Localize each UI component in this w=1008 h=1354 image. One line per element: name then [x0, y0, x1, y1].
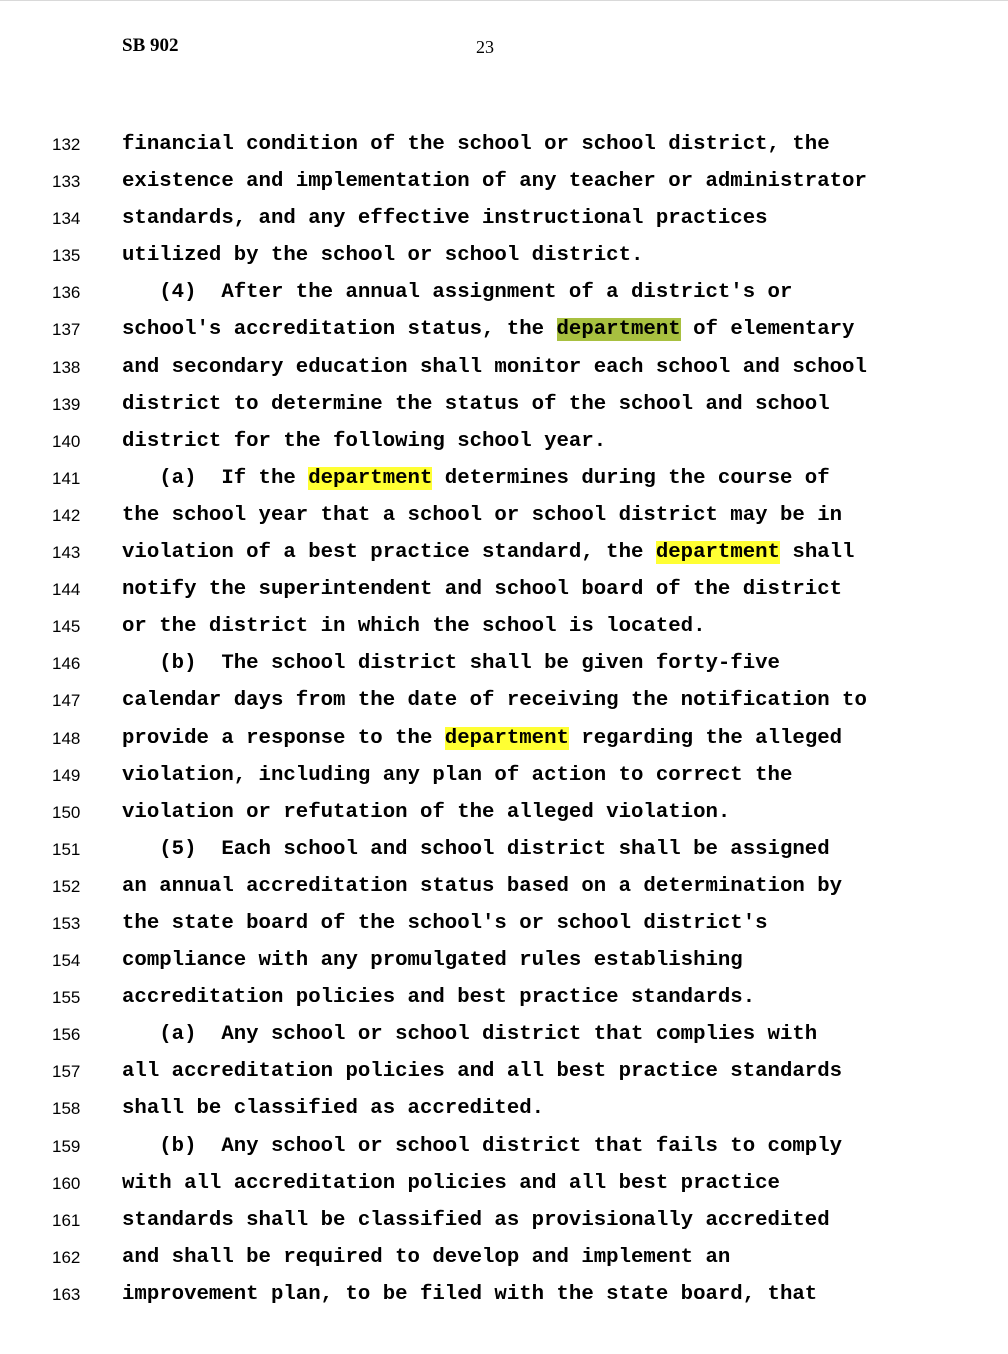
line-number: 153	[52, 913, 81, 933]
text-line	[0, 1239, 1008, 1276]
text-segment: and secondary education shall monitor each school and school	[122, 355, 867, 379]
line-number: 159	[52, 1136, 81, 1156]
line-number: 143	[52, 543, 81, 563]
line-text	[122, 237, 643, 274]
text-line	[0, 274, 1008, 311]
line-text	[122, 274, 792, 311]
text-line	[0, 423, 1008, 460]
text-segment: utilized by the school or school district.	[122, 244, 644, 268]
text-segment: district for the following school year.	[122, 429, 607, 453]
line-number: 155	[52, 988, 81, 1008]
text-segment: violation or refutation of the alleged violation.	[122, 800, 731, 824]
text-line	[0, 720, 1008, 757]
text-segment: (4) After the annual assignment of a district's or	[122, 281, 793, 305]
text-segment: compliance with any promulgated rules establishing	[122, 949, 743, 973]
text-segment: (a) Any school or school district that complies with	[122, 1023, 818, 1047]
text-segment: and shall be required to develop and implement an	[122, 1245, 731, 1269]
line-text	[122, 386, 830, 423]
line-number: 135	[52, 246, 81, 266]
text-line	[0, 349, 1008, 386]
text-segment: (b) Any school or school district that fails to comply	[122, 1134, 843, 1158]
text-line	[0, 942, 1008, 979]
line-text	[122, 1053, 842, 1090]
search-highlight: department	[556, 318, 681, 342]
text-line	[0, 311, 1008, 348]
text-line	[0, 460, 1008, 497]
line-text	[122, 1090, 544, 1127]
line-number: 158	[52, 1099, 81, 1119]
line-number: 146	[52, 654, 81, 674]
line-text	[122, 1276, 817, 1313]
line-number: 151	[52, 839, 81, 859]
line-text	[122, 720, 842, 757]
line-number: 145	[52, 617, 81, 637]
line-number: 150	[52, 802, 81, 822]
text-line	[0, 200, 1008, 237]
text-line	[0, 905, 1008, 942]
line-text	[122, 311, 854, 348]
line-text	[122, 1202, 830, 1239]
text-segment: financial condition of the school or school district, the	[122, 133, 830, 156]
text-segment: an annual accreditation status based on a determination by	[122, 874, 843, 898]
text-segment: notify the superintendent and school board of the district	[122, 578, 843, 602]
search-highlight: department	[655, 541, 780, 565]
text-line	[0, 497, 1008, 534]
text-line	[0, 1090, 1008, 1127]
line-text	[122, 979, 755, 1016]
text-line	[0, 979, 1008, 1016]
line-number: 154	[52, 951, 81, 971]
text-line	[0, 608, 1008, 645]
text-segment: (5) Each school and school district shall be assigned	[122, 837, 830, 861]
text-segment: the school year that a school or school district may be in	[122, 503, 843, 527]
line-text	[122, 423, 606, 460]
line-number: 156	[52, 1025, 81, 1045]
line-text	[122, 349, 867, 386]
line-text	[122, 608, 705, 645]
line-number: 157	[52, 1062, 81, 1082]
line-number: 144	[52, 580, 81, 600]
text-segment: all accreditation policies and all best practice standards	[122, 1060, 843, 1084]
line-number: 138	[52, 357, 81, 377]
line-text	[122, 200, 768, 237]
line-text	[122, 571, 842, 608]
line-number: 141	[52, 468, 81, 488]
text-segment: standards shall be classified as provisionally accredited	[122, 1208, 830, 1232]
line-number: 134	[52, 209, 81, 229]
line-number: 152	[52, 876, 81, 896]
line-number: 162	[52, 1247, 81, 1267]
line-number: 147	[52, 691, 81, 711]
text-segment: with all accreditation policies and all best practice	[122, 1171, 780, 1195]
text-segment: improvement plan, to be filed with the state board, that	[122, 1282, 818, 1306]
text-line	[0, 1128, 1008, 1165]
line-number: 132	[52, 135, 81, 154]
line-number: 140	[52, 431, 81, 451]
line-text	[122, 1165, 780, 1202]
line-text	[122, 126, 830, 163]
text-segment: (b) The school district shall be given forty-five	[122, 652, 780, 676]
line-number: 142	[52, 505, 81, 525]
text-segment: determines during the course of	[432, 466, 830, 490]
line-text	[122, 682, 867, 719]
text-line	[0, 794, 1008, 831]
line-text	[122, 1128, 842, 1165]
text-segment: regarding the alleged	[568, 726, 843, 750]
text-line	[0, 534, 1008, 571]
text-segment: provide a response to the	[122, 726, 445, 750]
line-text	[122, 868, 842, 905]
line-number: 160	[52, 1173, 81, 1193]
text-segment: or the district in which the school is located.	[122, 615, 706, 639]
text-segment: violation of a best practice standard, the	[122, 541, 656, 565]
line-number: 136	[52, 283, 81, 303]
text-line	[0, 757, 1008, 794]
line-text	[122, 794, 730, 831]
line-text	[122, 534, 854, 571]
text-segment: calendar days from the date of receiving the notification to	[122, 689, 867, 713]
line-text	[122, 905, 768, 942]
text-line	[0, 1053, 1008, 1090]
text-segment: standards, and any effective instructional practices	[122, 207, 768, 231]
text-segment: the state board of the school's or school district's	[122, 911, 768, 935]
search-highlight: department	[308, 466, 433, 490]
text-line	[0, 386, 1008, 423]
text-line	[0, 1276, 1008, 1313]
text-line	[0, 645, 1008, 682]
line-text	[122, 1016, 817, 1053]
text-line	[0, 1016, 1008, 1053]
line-number: 149	[52, 765, 81, 785]
line-text	[122, 460, 830, 497]
line-text	[122, 757, 792, 794]
text-segment: district to determine the status of the school and school	[122, 392, 830, 416]
line-text	[122, 1239, 730, 1276]
text-segment: (a) If the	[122, 466, 309, 490]
text-segment: of elementary	[680, 318, 855, 342]
text-line	[0, 571, 1008, 608]
line-number: 137	[52, 320, 81, 340]
text-line	[0, 682, 1008, 719]
bill-id: SB 902	[122, 35, 179, 56]
line-number: 133	[52, 172, 81, 192]
text-segment: shall	[779, 541, 855, 565]
line-number: 161	[52, 1210, 81, 1230]
text-line	[0, 831, 1008, 868]
line-text	[122, 942, 743, 979]
text-line	[0, 126, 1008, 163]
text-segment: shall be classified as accredited.	[122, 1097, 545, 1121]
text-line	[0, 1202, 1008, 1239]
text-segment: school's accreditation status, the	[122, 318, 557, 342]
text-line	[0, 237, 1008, 274]
text-line	[0, 868, 1008, 905]
text-line	[0, 163, 1008, 200]
line-text	[122, 645, 780, 682]
bill-text-body	[0, 126, 1008, 1313]
line-text	[122, 831, 830, 868]
line-number: 139	[52, 394, 81, 414]
page-number: 23	[476, 37, 494, 57]
text-segment: existence and implementation of any teacher or administrator	[122, 170, 867, 194]
search-highlight: department	[444, 726, 569, 750]
line-text	[122, 163, 867, 200]
text-line	[0, 1165, 1008, 1202]
line-number: 163	[52, 1284, 81, 1304]
line-text	[122, 497, 842, 534]
text-segment: violation, including any plan of action to correct the	[122, 763, 793, 787]
line-number: 148	[52, 728, 81, 748]
text-segment: accreditation policies and best practice standards.	[122, 986, 756, 1010]
